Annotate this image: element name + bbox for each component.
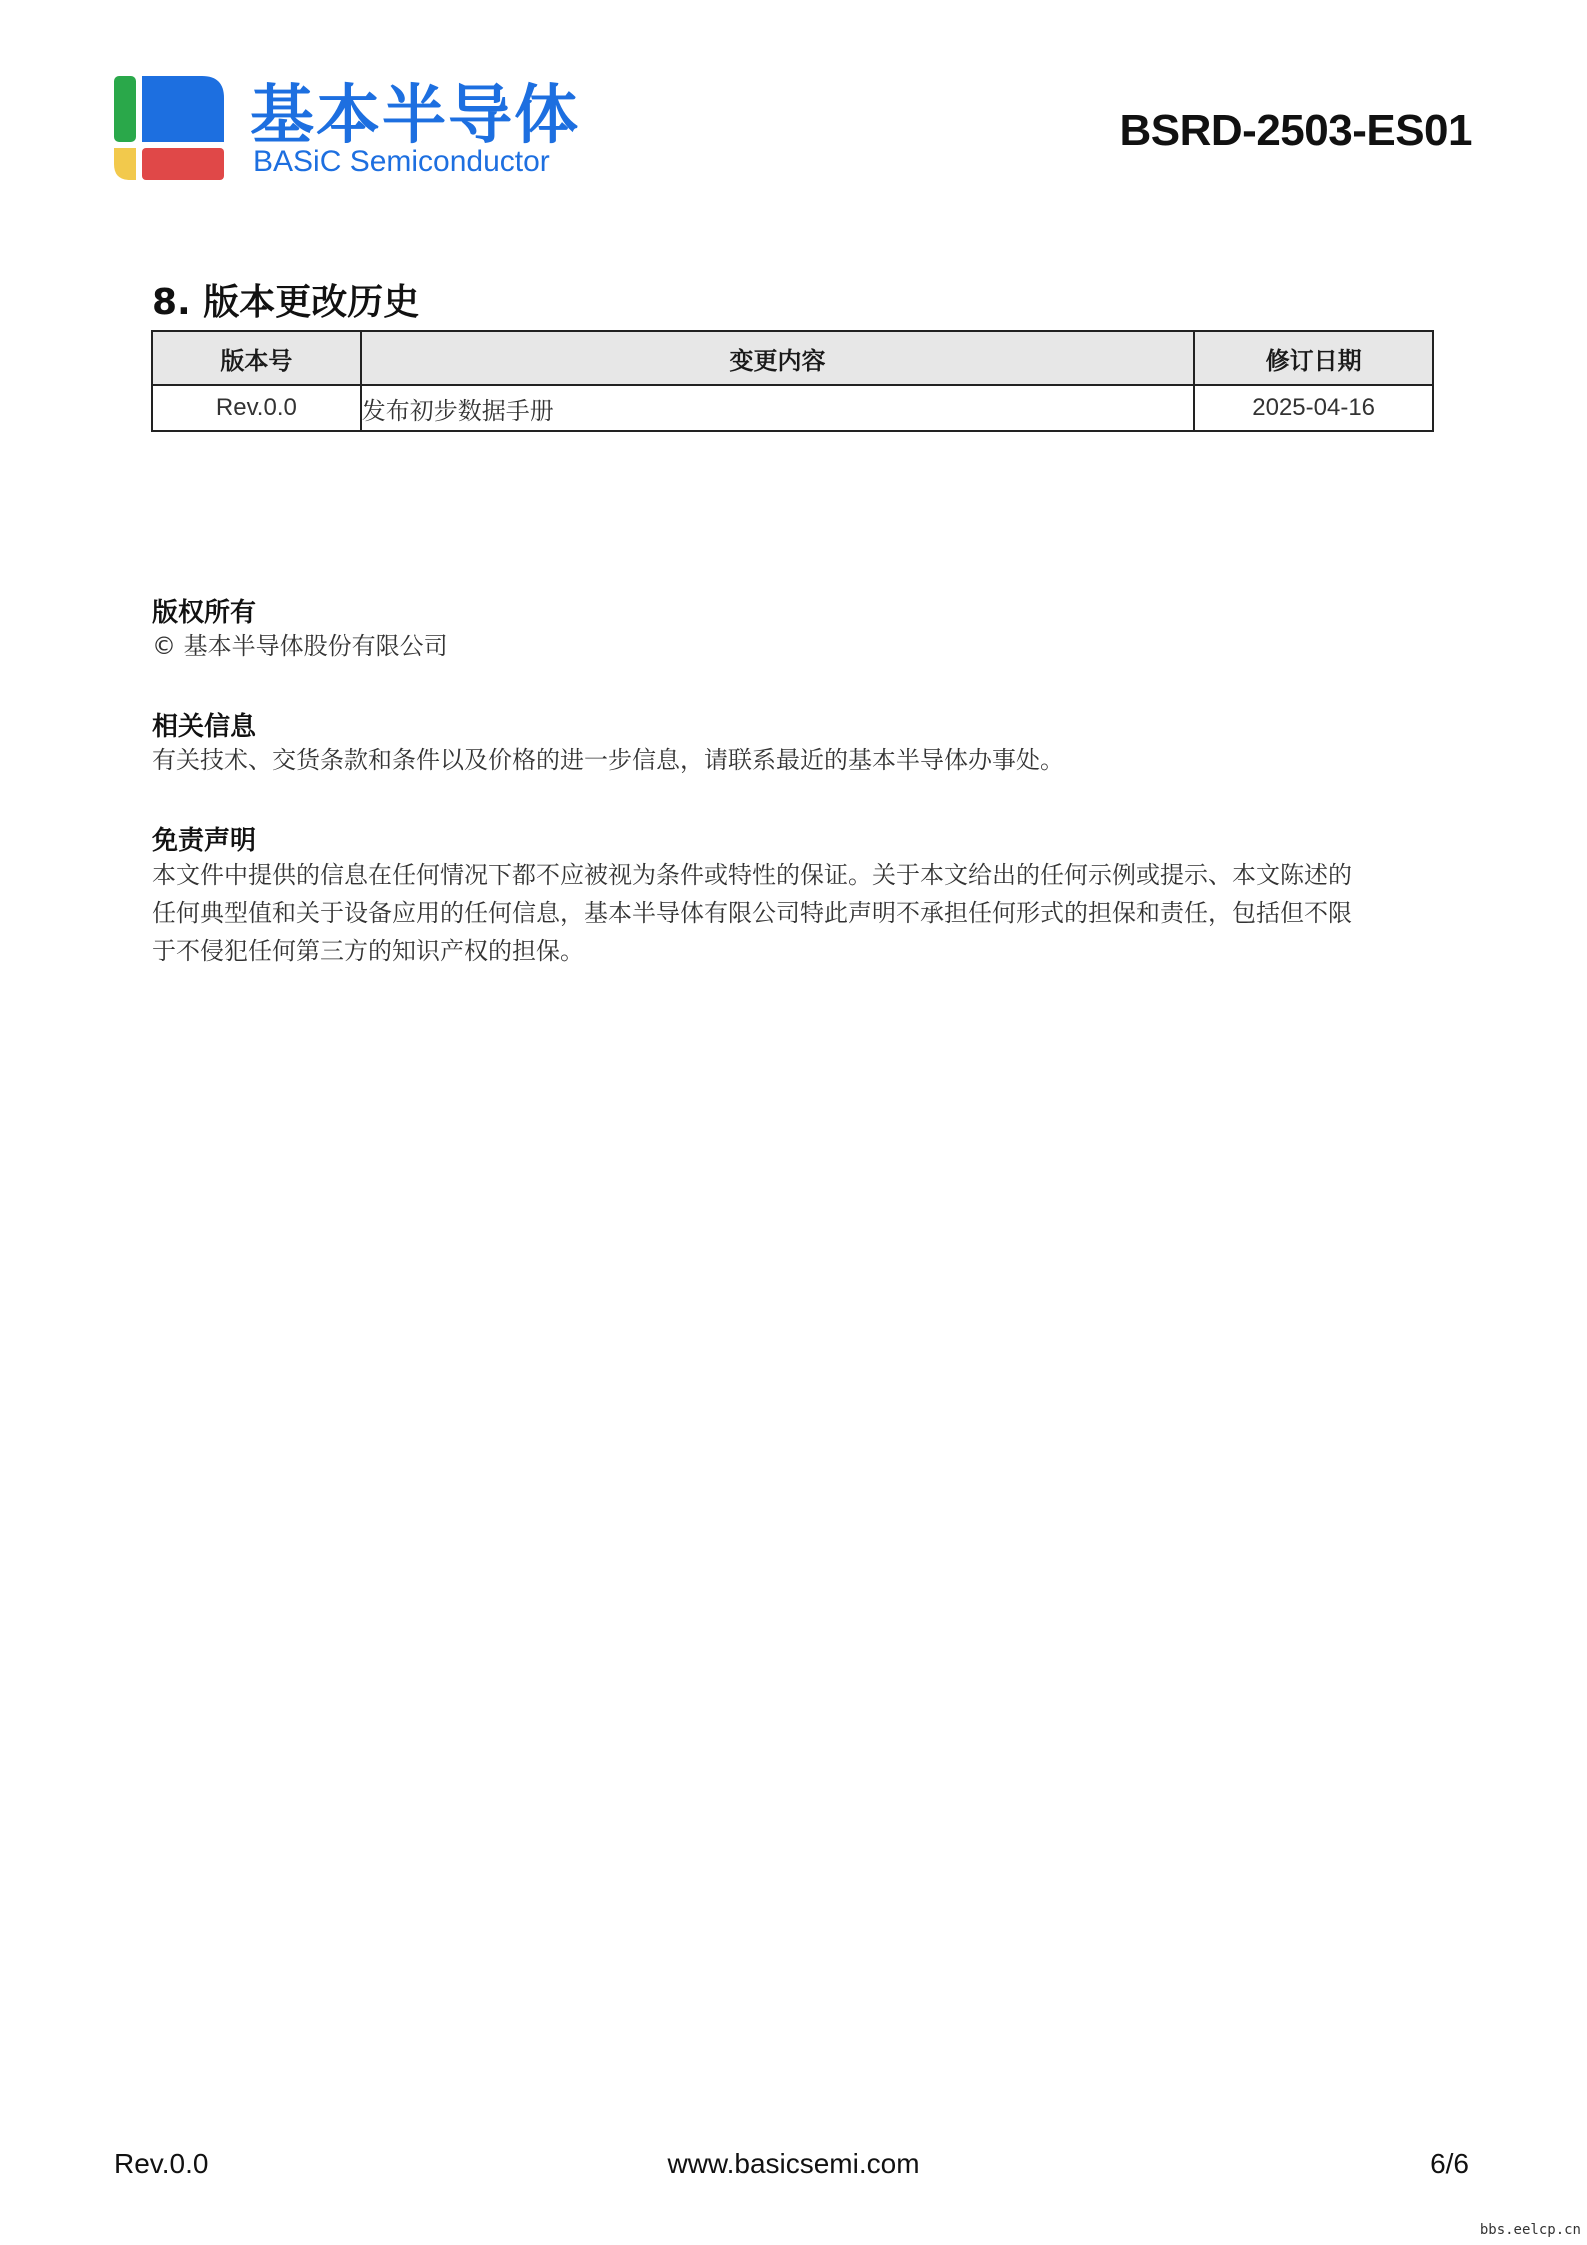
footer-revision: Rev.0.0 — [114, 2148, 209, 2179]
logo-chinese-name: 基本半导体 — [250, 79, 580, 153]
copyright-heading: 版权所有 — [152, 598, 257, 628]
disclaimer-heading: 免责声明 — [152, 826, 257, 856]
related-info-text: 有关技术、交货条款和条件以及价格的进一步信息，请联系最近的基本半导体办事处。 — [152, 746, 1064, 774]
table-header-row — [152, 331, 1433, 385]
revision-history-table — [151, 330, 1434, 432]
header-revision-date: 修订日期 — [1194, 331, 1433, 385]
copyright-text: © 基本半导体股份有限公司 — [152, 632, 448, 660]
cell-change-content: 发布初步数据手册 — [361, 385, 1195, 431]
table-row — [152, 385, 1433, 431]
logo-blue-block — [142, 76, 224, 142]
disclaimer-line: 于不侵犯任何第三方的知识产权的担保。 — [152, 937, 584, 965]
disclaimer-line: 本文件中提供的信息在任何情况下都不应被视为条件或特性的保证。关于本文给出的任何示例或提示、本文陈述的 — [152, 861, 1352, 889]
footer-website: www.basicsemi.com — [667, 2148, 920, 2179]
related-info-heading: 相关信息 — [152, 712, 257, 742]
logo-english-name: BASiC Semiconductor — [253, 145, 550, 178]
footer-page-number: 6/6 — [1430, 2148, 1469, 2179]
header-change-content: 变更内容 — [361, 331, 1195, 385]
watermark: bbs.eelcp.cn — [1479, 2222, 1581, 2238]
logo-green-block — [114, 76, 136, 142]
disclaimer-line: 任何典型值和关于设备应用的任何信息，基本半导体有限公司特此声明不承担任何形式的担保和责任，包括但不限 — [152, 899, 1352, 927]
section-title: 8. 版本更改历史 — [152, 282, 420, 323]
disclaimer-text — [152, 856, 1352, 970]
header-version: 版本号 — [152, 331, 361, 385]
logo-yellow-block — [114, 148, 136, 180]
cell-revision-date: 2025-04-16 — [1194, 385, 1433, 431]
document-number: BSRD-2503-ES01 — [1119, 106, 1472, 155]
cell-version: Rev.0.0 — [152, 385, 361, 431]
logo-red-block — [142, 148, 224, 180]
basic-semiconductor-logo — [114, 76, 224, 180]
